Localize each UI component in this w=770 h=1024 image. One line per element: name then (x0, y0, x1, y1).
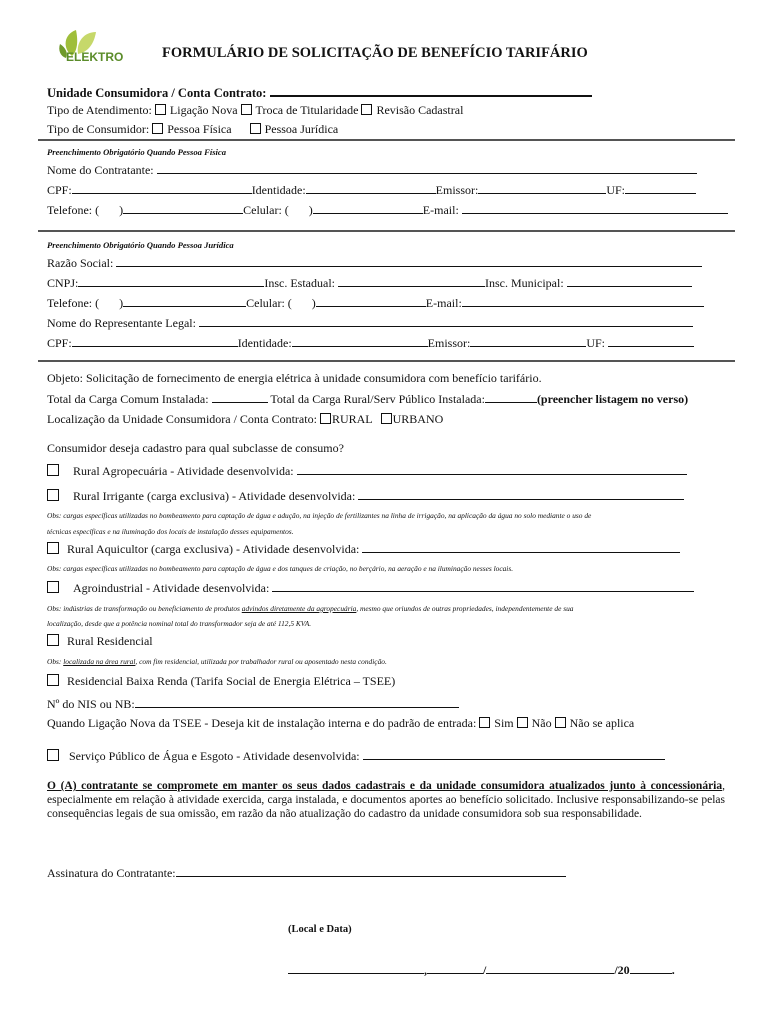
carga-comum-label: Total da Carga Comum Instalada: (47, 392, 209, 406)
cpf-label: CPF: (47, 336, 72, 350)
checkbox-agroindustrial[interactable] (47, 581, 59, 593)
localizacao-label: Localização da Unidade Consumidora / Conta Contrato: (47, 412, 317, 426)
uf-field[interactable] (608, 335, 694, 347)
checkbox-ligacao-nova[interactable] (155, 104, 166, 115)
emissor-field[interactable] (478, 182, 606, 194)
pf-doc-row (47, 182, 696, 198)
assinatura-label: Assinatura do Contratante: (47, 866, 176, 880)
nome-label: Nome do Contratante: (47, 163, 154, 177)
obs-aquicultor: Obs: cargas específicas utilizadas no bombeamento para captação de água e dos tanques de criação, no berçário, na aeração e na iluminação nesses locais. (47, 564, 514, 573)
agropecuaria-field[interactable] (297, 463, 687, 475)
insc-municipal-field[interactable] (567, 275, 692, 287)
option-label: Pessoa Física (167, 122, 232, 136)
elektro-logo (58, 26, 130, 68)
uc-label: Unidade Consumidora / Conta Contrato: (47, 86, 267, 100)
email-label: E-mail: (422, 203, 459, 217)
cnpj-label: CNPJ: (47, 276, 79, 290)
checkbox-pessoa-fisica[interactable] (152, 123, 163, 134)
subclasse-pergunta: Consumidor deseja cadastro para qual subclasse de consumo? (47, 441, 344, 455)
rural-residencial-row (47, 634, 153, 649)
baixa-renda-row (47, 674, 395, 689)
agroindustrial-row (47, 580, 694, 596)
insc-estadual-label: Insc. Estadual: (264, 276, 336, 290)
carga-row (47, 391, 688, 407)
option-label: Sim (494, 716, 514, 730)
localizacao-row (47, 412, 443, 427)
representante-field[interactable] (199, 315, 693, 327)
uf-field[interactable] (625, 182, 696, 194)
razao-field[interactable] (116, 255, 702, 267)
obs-agroindustrial: Obs: indústrias de transformação ou beneficiamento de produtos advindos diretamente da agropecuária, mesmo que oriundos de outras propriedades, independentemente de sua (47, 604, 574, 613)
identidade-field[interactable] (292, 335, 428, 347)
checkbox-rural-residencial[interactable] (47, 634, 59, 646)
tipo-atendimento-label: Tipo de Atendimento: (47, 103, 152, 117)
email-label: E-mail: (425, 296, 462, 310)
uf-label: UF: (606, 183, 626, 197)
checkbox-troca-titularidade[interactable] (241, 104, 252, 115)
cpf-field[interactable] (72, 182, 252, 194)
checkbox-pessoa-juridica[interactable] (250, 123, 261, 134)
option-label: Não (531, 716, 552, 730)
tipo-atendimento-row (47, 103, 463, 118)
checkbox-agropecuaria[interactable] (47, 464, 59, 476)
agroindustrial-field[interactable] (272, 580, 694, 592)
brand-name: ELEKTRO (66, 50, 124, 64)
cnpj-field[interactable] (78, 275, 264, 287)
paren: ) (308, 203, 313, 217)
kit-row (47, 716, 634, 731)
paren: ) (311, 296, 316, 310)
checkbox-servico-publico[interactable] (47, 749, 59, 761)
obs-rural-residencial: Obs: localizada na área rural, com fim residencial, utilizada por trabalhador rural ou aposentado nesta condição. (47, 657, 387, 666)
paren: ) (119, 296, 124, 310)
checkbox-kit-nao-aplica[interactable] (555, 717, 566, 728)
email-field[interactable] (462, 295, 704, 307)
checkbox-aquicultor[interactable] (47, 542, 59, 554)
agroindustrial-label: Agroindustrial - Atividade desenvolvida: (73, 581, 270, 595)
irrigante-label: Rural Irrigante (carga exclusiva) - Atividade desenvolvida: (73, 489, 356, 503)
telefone-label: Telefone: ( (47, 296, 100, 310)
tipo-consumidor-label: Tipo de Consumidor: (47, 122, 150, 136)
tipo-consumidor-row (47, 122, 338, 137)
checkbox-kit-nao[interactable] (517, 717, 528, 728)
carga-rural-label: Total da Carga Rural/Serv Público Instalada: (270, 392, 485, 406)
sep: / (483, 963, 487, 977)
option-label: Pessoa Jurídica (264, 122, 339, 136)
insc-estadual-field[interactable] (338, 275, 485, 287)
declaracao-paragraph (47, 779, 725, 821)
uf-label: UF: (586, 336, 606, 350)
nome-field[interactable] (157, 162, 697, 174)
option-label: Troca de Titularidade (255, 103, 359, 117)
obs-agroindustrial: localização, desde que a potência nominal total do transformador seja de até 112,5 KVA. (47, 619, 312, 628)
kit-label: Quando Ligação Nova da TSEE - Deseja kit de instalação interna e do padrão de entrada: (47, 716, 477, 730)
pf-contato-row (47, 202, 728, 218)
paren: ) (119, 203, 124, 217)
obs-irrigante: técnicas específicas e na iluminação dos locais de instalação desses equipamentos. (47, 527, 294, 536)
option-label: Revisão Cadastral (376, 103, 464, 117)
checkbox-urbano[interactable] (381, 413, 392, 424)
pf-header: Preenchimento Obrigatório Quando Pessoa Física (47, 147, 227, 157)
telefone-field[interactable] (123, 202, 243, 214)
option-label: RURAL (331, 412, 373, 426)
irrigante-row (47, 488, 684, 504)
month-field[interactable] (486, 962, 614, 974)
celular-label: Celular: ( (243, 203, 289, 217)
declaracao-bold: O (A) contratante se compromete em manter os seus dados cadastrais e da unidade consumidora atualizados junto à concessionária (47, 780, 723, 792)
divider (38, 360, 735, 362)
checkbox-rural[interactable] (320, 413, 331, 424)
assinatura-row (47, 865, 566, 881)
identidade-label: Identidade: (237, 336, 292, 350)
telefone-label: Telefone: ( (47, 203, 100, 217)
sep: /20 (614, 963, 630, 977)
sep: , (424, 963, 427, 977)
pj-header: Preenchimento Obrigatório Quando Pessoa Jurídica (47, 240, 234, 250)
celular-label: Celular: ( (246, 296, 292, 310)
identidade-field[interactable] (306, 182, 436, 194)
local-field[interactable] (288, 962, 424, 974)
representante-label: Nome do Representante Legal: (47, 316, 196, 330)
emissor-label: Emissor: (427, 336, 471, 350)
pf-nome-row (47, 162, 697, 178)
celular-field[interactable] (313, 202, 423, 214)
agropecuaria-label: Rural Agropecuária - Atividade desenvolvida: (73, 464, 294, 478)
checkbox-baixa-renda[interactable] (47, 674, 59, 686)
nis-label: Nº do NIS ou NB: (47, 697, 135, 711)
nis-field[interactable] (135, 696, 459, 708)
aquicultor-field[interactable] (362, 541, 680, 553)
local-data-row (288, 962, 675, 978)
aquicultor-row (47, 541, 680, 557)
assinatura-field[interactable] (176, 865, 566, 877)
servico-publico-field[interactable] (363, 748, 665, 760)
sep: . (671, 963, 675, 977)
local-data-label: (Local e Data) (288, 924, 352, 935)
day-field[interactable] (427, 962, 483, 974)
servico-publico-label: Serviço Público de Água e Esgoto - Atividade desenvolvida: (69, 749, 360, 763)
objeto-text: Objeto: Solicitação de fornecimento de energia elétrica à unidade consumidora com benefício tarifário. (47, 371, 542, 385)
checkbox-kit-sim[interactable] (479, 717, 490, 728)
email-field[interactable] (462, 202, 728, 214)
uc-row (47, 84, 592, 101)
rural-residencial-label: Rural Residencial (67, 634, 153, 648)
aquicultor-label: Rural Aquicultor (carga exclusiva) - Atividade desenvolvida: (67, 542, 360, 556)
emissor-field[interactable] (470, 335, 586, 347)
pj-representante-row (47, 315, 693, 331)
carga-nota: (preencher listagem no verso) (536, 392, 689, 406)
carga-comum-field[interactable] (212, 391, 268, 403)
cpf-label: CPF: (47, 183, 72, 197)
divider (38, 230, 735, 232)
irrigante-field[interactable] (358, 488, 684, 500)
nis-row (47, 696, 459, 712)
celular-field[interactable] (316, 295, 426, 307)
insc-municipal-label: Insc. Municipal: (485, 276, 564, 290)
checkbox-irrigante[interactable] (47, 489, 59, 501)
agropecuaria-row (47, 463, 687, 479)
option-label: Não se aplica (569, 716, 635, 730)
uc-field[interactable] (270, 84, 592, 97)
carga-rural-field[interactable] (485, 391, 537, 403)
cpf-field[interactable] (72, 335, 238, 347)
razao-label: Razão Social: (47, 256, 114, 270)
emissor-label: Emissor: (435, 183, 479, 197)
pj-razao-row (47, 255, 702, 271)
option-label: URBANO (392, 412, 444, 426)
pj-contato-row (47, 295, 704, 311)
divider (38, 139, 735, 141)
baixa-renda-label: Residencial Baixa Renda (Tarifa Social de Energia Elétrica – TSEE) (67, 674, 396, 688)
declaracao-text: , especialmente em relação à atividade exercida, carga instalada, e documentos aportes ao benefício solicitado. Inclusive responsabilizando-se pelas consequências legais de sua omissão, em razão da não atualização do cadastro da unidade consumidora sob sua responsabilidade. (47, 780, 725, 820)
form-title: FORMULÁRIO DE SOLICITAÇÃO DE BENEFÍCIO TARIFÁRIO (162, 45, 588, 61)
pj-doc-row (47, 275, 692, 291)
pj-rep-doc-row (47, 335, 694, 351)
identidade-label: Identidade: (251, 183, 306, 197)
servico-publico-row (47, 748, 665, 764)
option-label: Ligação Nova (169, 103, 238, 117)
obs-irrigante: Obs: cargas específicas utilizadas no bombeamento para captação de água e adução, na injeção de fertilizantes na linha de irrigação, na aplicação da água no solo mediante o uso de (47, 511, 592, 520)
year-field[interactable] (630, 962, 672, 974)
checkbox-revisao-cadastral[interactable] (361, 104, 372, 115)
telefone-field[interactable] (123, 295, 246, 307)
